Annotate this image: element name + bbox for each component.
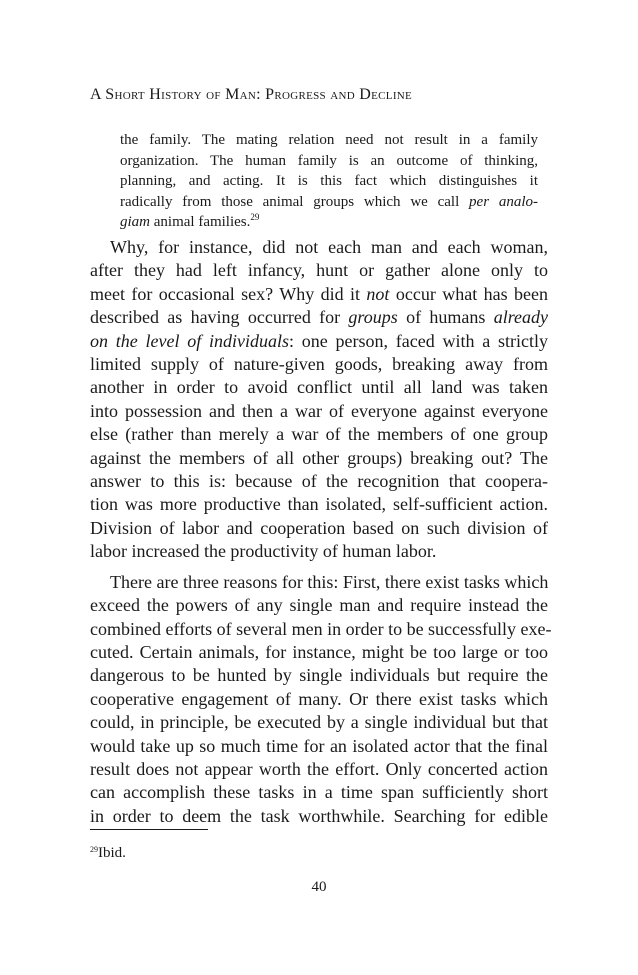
text-line: else (rather than merely a war of the members of one group bbox=[90, 424, 548, 445]
text-run: occur what has been bbox=[395, 283, 548, 304]
text-line: cooperative engagement of many. Or there exist tasks which bbox=[90, 688, 548, 709]
paragraph-2 bbox=[90, 571, 552, 828]
text-line: combined efforts of several men in order to be successfully exe- bbox=[90, 618, 552, 639]
quote-italic: per analo- bbox=[469, 193, 538, 210]
text-line: into possession and then a war of everyone against everyone bbox=[90, 400, 548, 421]
text-line: in order to deem the task worthwhile. Searching for edible bbox=[90, 805, 548, 826]
quote-line: the family. The mating relation need not result in a family bbox=[120, 132, 538, 148]
quote-line: planning, and acting. It is this fact which distinguishes it bbox=[120, 173, 538, 189]
quote-line bbox=[120, 192, 538, 213]
text-line: dangerous to be hunted by single individuals but require the bbox=[90, 665, 548, 686]
text-line: tion was more productive than isolated, self-sufficient action. bbox=[90, 494, 548, 515]
text-line: labor increased the productivity of human labor. bbox=[90, 541, 437, 562]
running-head: A Short History of Man: Progress and Decline bbox=[90, 86, 413, 103]
footnote-reference[interactable]: 29 bbox=[250, 212, 260, 222]
italic-run: groups bbox=[348, 307, 398, 328]
text-run: described as having occurred for bbox=[90, 307, 341, 328]
text-line: There are three reasons for this: First, there exist tasks which bbox=[110, 571, 549, 592]
paragraph-1 bbox=[90, 236, 548, 564]
text-run: meet for occasional sex? Why did it bbox=[90, 283, 361, 304]
text-line: could, in principle, be executed by a single individual but that bbox=[90, 712, 548, 733]
body-text bbox=[90, 236, 552, 828]
quote-italic: giam bbox=[120, 214, 150, 230]
italic-run: on the level of individuals bbox=[90, 330, 289, 351]
text-line: Division of labor and cooperation based on such division of bbox=[90, 517, 548, 538]
text-run: of humans bbox=[406, 307, 486, 328]
text-line: answer to this is: because of the recognition that coopera- bbox=[90, 471, 548, 492]
quote-text: animal families. bbox=[153, 214, 251, 230]
italic-run: already bbox=[493, 307, 549, 328]
text-run: : one person, faced with a strictly bbox=[289, 330, 548, 351]
block-quote bbox=[120, 130, 538, 233]
text-line: exceed the powers of any single man and require instead the bbox=[90, 595, 548, 616]
page-number: 40 bbox=[311, 879, 327, 895]
text-line: another in order to avoid conflict until all land was taken bbox=[90, 377, 548, 398]
italic-run: not bbox=[366, 283, 390, 304]
text-line bbox=[90, 306, 548, 329]
quote-line: organization. The human family is an outcome of thinking, bbox=[120, 152, 538, 169]
text-line: would take up so much time for an isolated actor that the final bbox=[90, 735, 548, 756]
footnote-divider bbox=[90, 829, 208, 830]
text-line bbox=[90, 330, 548, 353]
text-line: result does not appear worth the effort. Only concerted action bbox=[90, 758, 548, 779]
quote-line bbox=[120, 212, 538, 233]
text-line: limited supply of nature-given goods, breaking away from bbox=[90, 354, 548, 375]
text-line: Why, for instance, did not each man and each woman, bbox=[110, 237, 548, 257]
footnote-text: Ibid. bbox=[98, 845, 126, 861]
quote-text: radically from those animal groups which we call bbox=[120, 193, 460, 210]
text-line: after they had left infancy, hunt or gather alone only to bbox=[90, 260, 548, 281]
footnote bbox=[90, 845, 126, 862]
text-line: cuted. Certain animals, for instance, might be too large or too bbox=[90, 641, 548, 662]
text-line bbox=[90, 283, 548, 306]
text-line: can accomplish these tasks in a time span sufficiently short bbox=[90, 782, 548, 803]
text-line: against the members of all other groups) breaking out? The bbox=[90, 447, 548, 468]
footnote-number: 29 bbox=[90, 845, 98, 854]
